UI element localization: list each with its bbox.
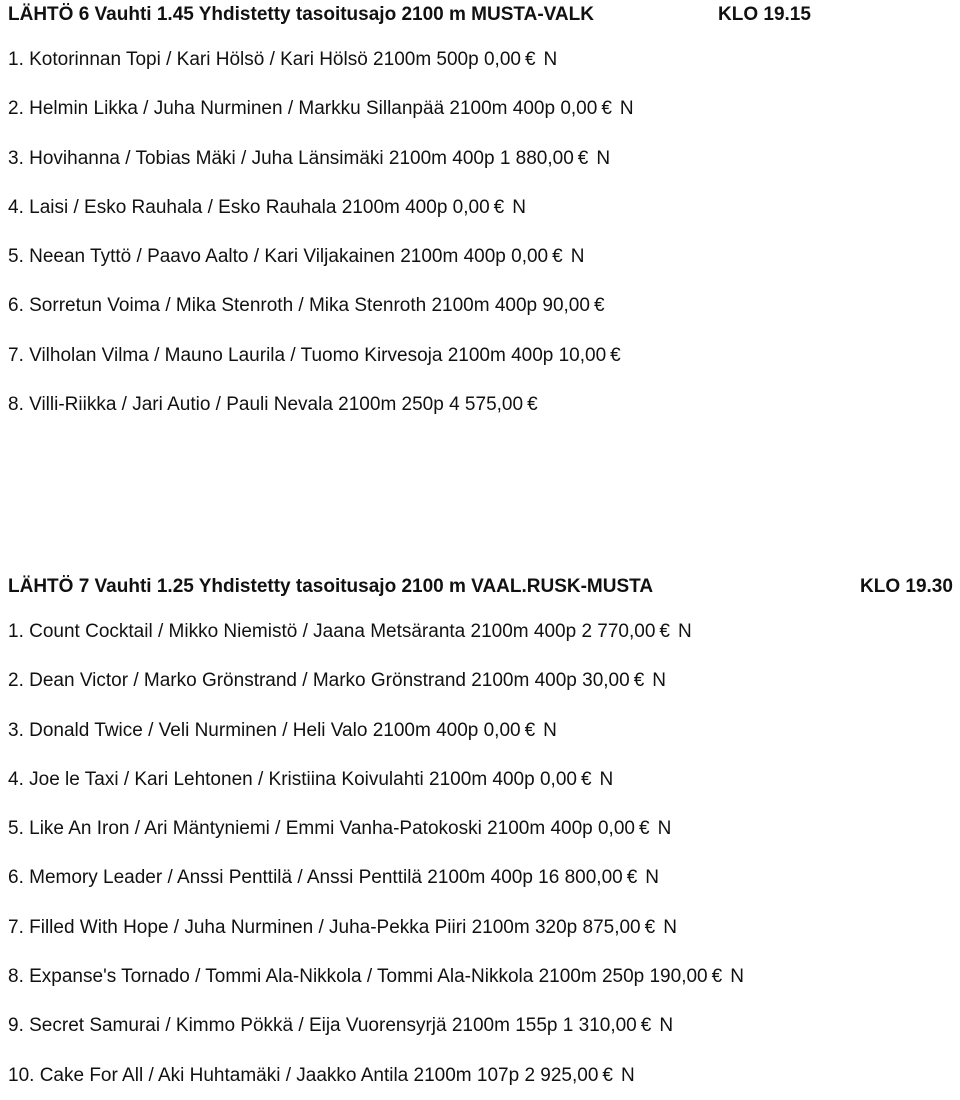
race-6 <box>8 0 960 429</box>
entry-text: 1. Count Cocktail / Mikko Niemistö / Jaana Metsäranta 2100m 400p 2 770,00 <box>8 621 656 642</box>
entry-flag: N <box>652 670 667 692</box>
entry-text: 7. Vilholan Vilma / Mauno Laurila / Tuomo Kirvesoja 2100m 400p 10,00 <box>8 344 607 366</box>
race-title: LÄHTÖ 7 Vauhti 1.25 Yhdistetty tasoitusajo 2100 m VAAL.RUSK-MUSTA <box>8 576 654 597</box>
euro-sign: € <box>527 394 538 416</box>
euro-sign: € <box>552 246 563 268</box>
race-header <box>8 572 960 602</box>
euro-sign: € <box>524 719 536 741</box>
entry-text: 5. Like An Iron / Ari Mäntyniemi / Emmi Vanha-Patokoski 2100m 400p 0,00 <box>8 818 635 840</box>
entry-text: 6. Sorretun Voima / Mika Stenroth / Mika Stenroth 2100m 400p 90,00 <box>8 295 590 317</box>
entry-row <box>8 656 960 705</box>
euro-sign: € <box>601 98 612 120</box>
euro-sign: € <box>593 295 605 317</box>
entry-row <box>8 232 960 281</box>
euro-sign: € <box>580 768 592 790</box>
entry-list <box>8 607 960 1100</box>
entry-row <box>8 706 960 755</box>
euro-sign: € <box>524 49 536 70</box>
entry-row <box>8 853 960 902</box>
entry-row <box>8 380 960 429</box>
entry-flag: N <box>512 196 526 218</box>
euro-sign: € <box>626 867 638 889</box>
entry-row <box>8 35 960 84</box>
entry-text: 8. Villi-Riikka / Jari Autio / Pauli Nevala 2100m 250p 4 575,00 <box>8 394 524 416</box>
race-7 <box>8 572 960 1100</box>
entry-flag: N <box>543 719 557 741</box>
entry-flag: N <box>677 621 692 642</box>
entry-row <box>8 952 960 1001</box>
euro-sign: € <box>633 670 645 692</box>
euro-sign: € <box>577 147 589 169</box>
entry-text: 3. Donald Twice / Veli Nurminen / Heli Valo 2100m 400p 0,00 <box>8 719 521 741</box>
entry-row <box>8 331 960 380</box>
entry-flag: N <box>659 1015 674 1037</box>
entry-row <box>8 903 960 952</box>
euro-sign: € <box>640 1015 652 1037</box>
entry-flag: N <box>657 818 672 840</box>
entry-text: 2. Dean Victor / Marko Grönstrand / Marko Grönstrand 2100m 400p 30,00 <box>8 670 630 692</box>
entry-text: 5. Neean Tyttö / Paavo Aalto / Kari Viljakainen 2100m 400p 0,00 <box>8 246 549 268</box>
entry-row <box>8 183 960 232</box>
entry-text: 2. Helmin Likka / Juha Nurminen / Markku Sillanpää 2100m 400p 0,00 <box>8 98 598 120</box>
entry-flag: N <box>599 768 614 790</box>
race-title: LÄHTÖ 6 Vauhti 1.45 Yhdistetty tasoitusajo 2100 m MUSTA-VALK <box>8 4 594 25</box>
entry-row <box>8 281 960 330</box>
euro-sign: € <box>602 1064 613 1086</box>
entry-text: 7. Filled With Hope / Juha Nurminen / Juha-Pekka Piiri 2100m 320p 875,00 <box>8 916 641 938</box>
entry-flag: N <box>663 916 677 938</box>
entry-flag: N <box>619 98 634 120</box>
entry-text: 6. Memory Leader / Anssi Penttilä / Anssi Penttilä 2100m 400p 16 800,00 <box>8 867 623 889</box>
entry-row <box>8 134 960 183</box>
euro-sign: € <box>638 818 650 840</box>
entry-flag: N <box>543 49 558 70</box>
race-header <box>8 0 960 30</box>
entry-row <box>8 607 960 656</box>
race-start-time: KLO 19.15 <box>718 4 811 25</box>
entry-row <box>8 804 960 853</box>
entry-text: 3. Hovihanna / Tobias Mäki / Juha Länsimäki 2100m 400p 1 880,00 <box>8 147 574 169</box>
race-start-time: KLO 19.30 <box>860 576 953 597</box>
entry-text: 9. Secret Samurai / Kimmo Pökkä / Eija Vuorensyrjä 2100m 155p 1 310,00 <box>8 1015 637 1037</box>
entry-text: 4. Joe le Taxi / Kari Lehtonen / Kristiina Koivulahti 2100m 400p 0,00 <box>8 768 577 790</box>
entry-flag: N <box>730 966 744 988</box>
entry-text: 10. Cake For All / Aki Huhtamäki / Jaakko Antila 2100m 107p 2 925,00 <box>8 1064 599 1086</box>
entry-list <box>8 35 960 429</box>
euro-sign: € <box>659 621 670 642</box>
entry-row <box>8 1051 960 1100</box>
entry-row <box>8 1001 960 1050</box>
entry-text: 8. Expanse's Tornado / Tommi Ala-Nikkola / Tommi Ala-Nikkola 2100m 250p 190,00 <box>8 966 708 988</box>
euro-sign: € <box>493 196 505 218</box>
entry-flag: N <box>570 246 585 268</box>
entry-row <box>8 755 960 804</box>
euro-sign: € <box>610 344 621 366</box>
entry-flag: N <box>645 867 660 889</box>
entry-text: 4. Laisi / Esko Rauhala / Esko Rauhala 2100m 400p 0,00 <box>8 196 490 218</box>
entry-flag: N <box>620 1064 635 1086</box>
entry-flag: N <box>596 147 611 169</box>
entry-row <box>8 84 960 133</box>
euro-sign: € <box>644 916 656 938</box>
entry-text: 1. Kotorinnan Topi / Kari Hölsö / Kari Hölsö 2100m 500p 0,00 <box>8 49 521 70</box>
euro-sign: € <box>711 966 723 988</box>
